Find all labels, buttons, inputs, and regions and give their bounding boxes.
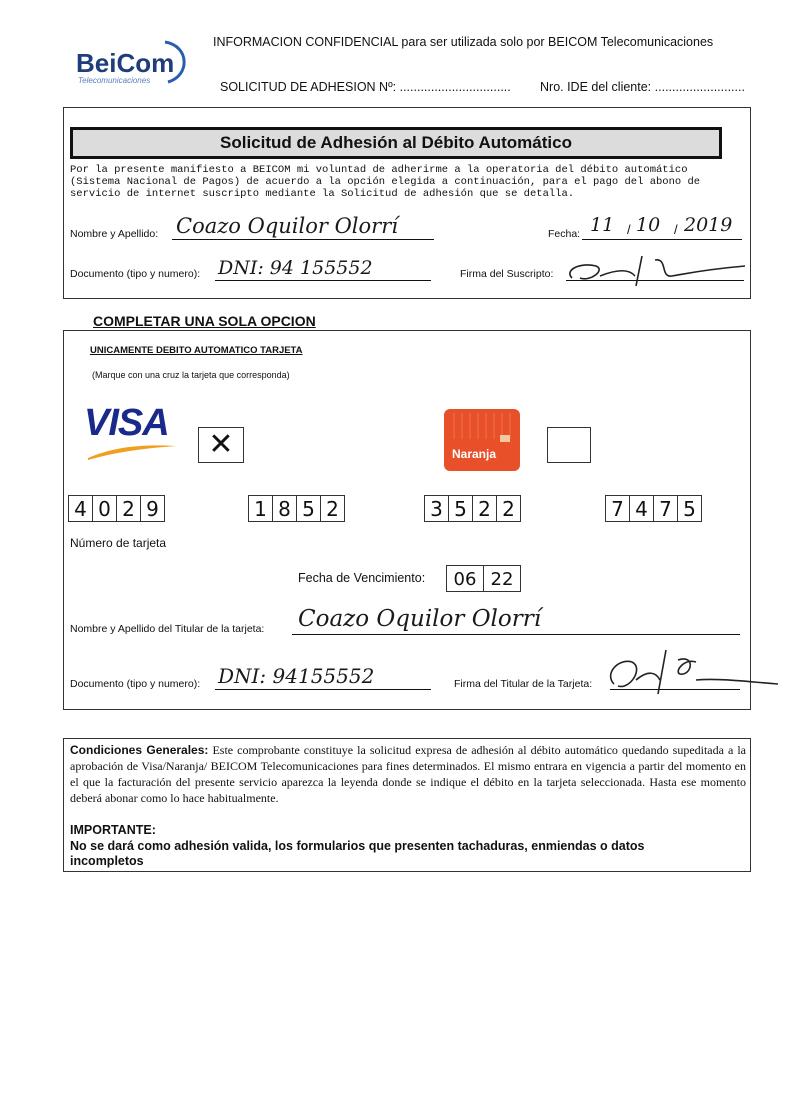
important-heading: IMPORTANTE: (70, 823, 156, 837)
fecha-year[interactable]: 2019 (684, 214, 733, 236)
solicitud-dots: ................................ (399, 80, 511, 94)
firma-label: Firma del Suscripto: (460, 268, 554, 280)
conditions-text (70, 742, 746, 806)
confidential-notice: INFORMACION CONFIDENCIAL para ser utilizada solo por BEICOM Telecomunicaciones (213, 35, 714, 49)
fecha-line (582, 239, 742, 240)
company-logo (70, 38, 190, 88)
card-group-4 (606, 495, 702, 522)
card-digit[interactable]: 7 (653, 495, 678, 522)
card-digit[interactable]: 5 (677, 495, 702, 522)
titular-label: Nombre y Apellido del Titular de la tarjeta: (70, 623, 265, 635)
card-digit[interactable]: 2 (320, 495, 345, 522)
option-subheading: UNICAMENTE DEBITO AUTOMATICO TARJETA (90, 345, 303, 356)
card-digit[interactable]: 8 (272, 495, 297, 522)
logo-subtitle: Telecomunicaciones (78, 76, 151, 85)
form-title: Solicitud de Adhesión al Débito Automático (70, 127, 722, 159)
visa-checkmark: ✕ (208, 427, 234, 462)
option-instruction: (Marque con una cruz la tarjeta que corresponda) (92, 370, 290, 380)
doc-label: Documento (tipo y numero): (70, 268, 201, 280)
visa-swoosh-icon (86, 442, 178, 462)
card-digit[interactable]: 4 (68, 495, 93, 522)
name-line (172, 239, 434, 240)
card-digit[interactable]: 5 (448, 495, 473, 522)
card-group-3 (425, 495, 521, 522)
name-label: Nombre y Apellido: (70, 228, 159, 240)
card-digit[interactable]: 5 (296, 495, 321, 522)
visa-text: VISA (84, 402, 169, 444)
venc-year[interactable]: 22 (483, 565, 521, 592)
card-digit[interactable]: 9 (140, 495, 165, 522)
naranja-logo (444, 409, 520, 471)
fecha-label: Fecha: (548, 228, 581, 240)
solicitud-label: SOLICITUD DE ADHESION Nº: (220, 80, 397, 94)
card-digit[interactable]: 3 (424, 495, 449, 522)
naranja-checkbox[interactable] (547, 427, 591, 463)
doc-line (215, 280, 431, 281)
option-heading: COMPLETAR UNA SOLA OPCION (93, 313, 316, 329)
visa-checkbox[interactable] (198, 427, 244, 463)
titular-line (292, 634, 740, 635)
titular-signature-icon (600, 640, 780, 700)
fecha-month[interactable]: 10 (636, 214, 661, 236)
fecha-day[interactable]: 11 (590, 214, 615, 236)
conditions-body: Este comprobante constituye la solicitud expresa de adhesión al débito automático quedando supeditada a la aprobación de Visa/Naranja/ BEICOM Telecomunicaciones para fines determinados. El mismo entrara en vigencia a partir del momento en el que la facturación del presente servicio aparezca la leyenda donde se indique el débito en la tarjeta seleccionada. Hasta ese momento deberá abonar como lo hace habitualmente. (70, 743, 747, 805)
venc-label: Fecha de Vencimiento: (298, 571, 426, 585)
card-digit[interactable]: 0 (92, 495, 117, 522)
card-group-1 (69, 495, 165, 522)
card-digit[interactable]: 2 (496, 495, 521, 522)
conditions-heading: Condiciones Generales: (70, 743, 209, 757)
important-text: No se dará como adhesión valida, los formularios que presenten tachaduras, enmiendas o datos incompletos (70, 839, 645, 868)
titular-value[interactable]: Coazo Oquilor Olorrí (298, 606, 542, 632)
venc-field (447, 565, 521, 592)
card-digit[interactable]: 1 (248, 495, 273, 522)
card-digit[interactable]: 4 (629, 495, 654, 522)
client-ide (540, 80, 745, 94)
doc2-value[interactable]: DNI: 94155552 (218, 664, 375, 688)
visa-logo (84, 402, 180, 462)
firma2-label: Firma del Titular de la Tarjeta: (454, 678, 593, 690)
intro-text: Por la presente manifiesto a BEICOM mi voluntad de adherirme a la operatoria del débito automático (Sistema Nacional de Pagos) de acuerdo a la opción elegida a continuación, para el pago del abono de servicio de internet suscripto mediante la Solicitud de adhesión que se detalla. (70, 164, 701, 200)
naranja-pattern-icon (444, 409, 520, 471)
signature-icon (560, 248, 750, 290)
name-value[interactable]: Coazo Oquilor Olorrí (176, 214, 398, 238)
ide-label: Nro. IDE del cliente: (540, 80, 652, 94)
naranja-text: Naranja (452, 447, 497, 461)
logo-name: BeiCom (76, 48, 175, 78)
doc2-line (215, 689, 431, 690)
ide-dots: .......................... (654, 80, 745, 94)
venc-month[interactable]: 06 (446, 565, 484, 592)
card-group-2 (249, 495, 345, 522)
card-digit[interactable]: 2 (116, 495, 141, 522)
solicitud-number (220, 80, 511, 94)
card-digit[interactable]: 2 (472, 495, 497, 522)
doc2-label: Documento (tipo y numero): (70, 678, 201, 690)
card-digit[interactable]: 7 (605, 495, 630, 522)
doc-value[interactable]: DNI: 94 155552 (218, 257, 373, 279)
card-number-label: Número de tarjeta (70, 536, 167, 550)
